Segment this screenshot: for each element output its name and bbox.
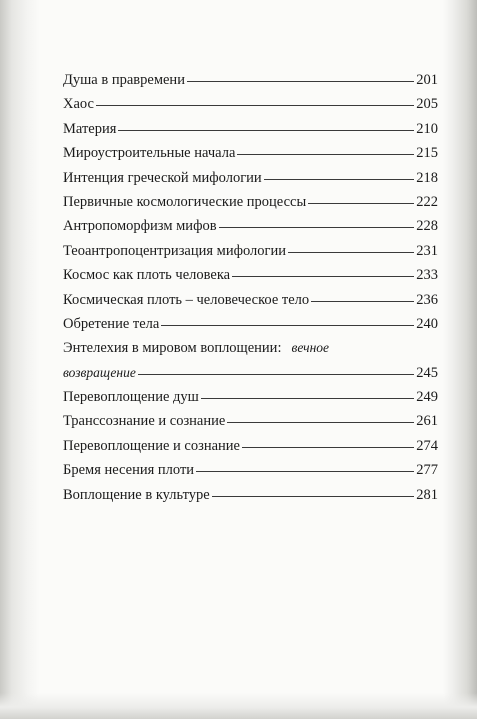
toc-entry <box>63 462 438 486</box>
toc-entry-page: 236 <box>416 291 438 308</box>
toc-entry-title: Космическая плоть – человеческое тело <box>63 291 310 308</box>
toc-entry-title: Космос как плоть человека <box>63 267 231 284</box>
toc-entry-page: 240 <box>416 315 438 332</box>
toc-entry-title-italic: вечное <box>291 340 330 356</box>
dotted-leader <box>219 227 415 228</box>
page-edge-bottom <box>0 693 477 719</box>
dotted-leader <box>232 276 414 277</box>
toc-entry <box>63 145 438 169</box>
dotted-leader <box>212 496 415 497</box>
dotted-leader <box>196 471 414 472</box>
toc-entry <box>63 292 438 316</box>
toc-entry <box>63 413 438 437</box>
toc-entry-page: 210 <box>416 120 438 137</box>
toc-entry <box>63 218 438 242</box>
toc-entry-title: Перевоплощение и сознание <box>63 437 240 454</box>
toc-entry-title: Хаос <box>63 96 94 113</box>
dotted-leader <box>288 252 414 253</box>
toc-entry-title: Мироустроительные начала <box>63 145 236 162</box>
toc-entry <box>63 267 438 291</box>
toc-entry-title: Интенция греческой мифологии <box>63 169 262 186</box>
toc-entry-page: 277 <box>416 462 438 479</box>
toc-entry-page: 215 <box>416 145 438 162</box>
toc-entry-title: Воплощение в культуре <box>63 486 210 503</box>
toc-entry-title: Бремя несения плоти <box>63 462 195 479</box>
toc-entry <box>63 316 438 340</box>
dotted-leader <box>242 447 414 448</box>
dotted-leader <box>138 374 414 375</box>
toc-entry <box>63 72 438 96</box>
dotted-leader <box>187 81 414 82</box>
toc-entry-title: Транссознание и сознание <box>63 413 226 430</box>
dotted-leader <box>118 130 414 131</box>
toc-entry-page: 205 <box>416 96 438 113</box>
toc-entry-page: 281 <box>416 486 438 503</box>
toc-entry-title: Материя <box>63 120 117 137</box>
toc-entry-page: 231 <box>416 242 438 259</box>
toc-entry-title-italic: возвращение <box>63 364 136 380</box>
toc-entry-title: Душа в правремени <box>63 72 185 88</box>
toc-entry <box>63 389 438 413</box>
toc-entry-page: 222 <box>416 193 438 210</box>
dotted-leader <box>161 325 414 326</box>
toc-entry-title: Перевоплощение душ <box>63 389 199 406</box>
toc-entry <box>63 438 438 462</box>
toc-entry <box>63 96 438 120</box>
toc-entry-title: Антропоморфизм мифов <box>63 218 217 235</box>
toc-entry-page: 261 <box>416 413 438 430</box>
toc-entry-title: Энтелехия в мировом воплощении: <box>63 340 282 357</box>
dotted-leader <box>227 422 414 423</box>
toc-entry-title: Теоантропоцентризация мифологии <box>63 242 287 259</box>
toc-entry-page: 233 <box>416 267 438 284</box>
dotted-leader <box>237 154 414 155</box>
dotted-leader <box>96 105 414 106</box>
toc-entry-title: Первичные космологические процессы <box>63 193 307 210</box>
dotted-leader <box>201 398 414 399</box>
toc-entry-page: 201 <box>416 72 438 88</box>
toc-entry <box>63 194 438 218</box>
toc-entry-entelechy <box>63 340 438 389</box>
table-of-contents <box>63 72 438 511</box>
toc-entry-title: Обретение тела <box>63 315 160 332</box>
toc-entry <box>63 243 438 267</box>
toc-entry-page: 228 <box>416 218 438 235</box>
toc-entry <box>63 170 438 194</box>
toc-entry <box>63 487 438 511</box>
dotted-leader <box>264 179 415 180</box>
page-edge-left <box>0 0 40 719</box>
dotted-leader <box>311 301 414 302</box>
toc-entry-page: 245 <box>416 364 438 381</box>
toc-entry-page: 249 <box>416 389 438 406</box>
page-edge-right <box>443 0 477 719</box>
toc-entry-page: 274 <box>416 437 438 454</box>
toc-entry <box>63 121 438 145</box>
dotted-leader <box>308 203 414 204</box>
toc-entry-page: 218 <box>416 169 438 186</box>
